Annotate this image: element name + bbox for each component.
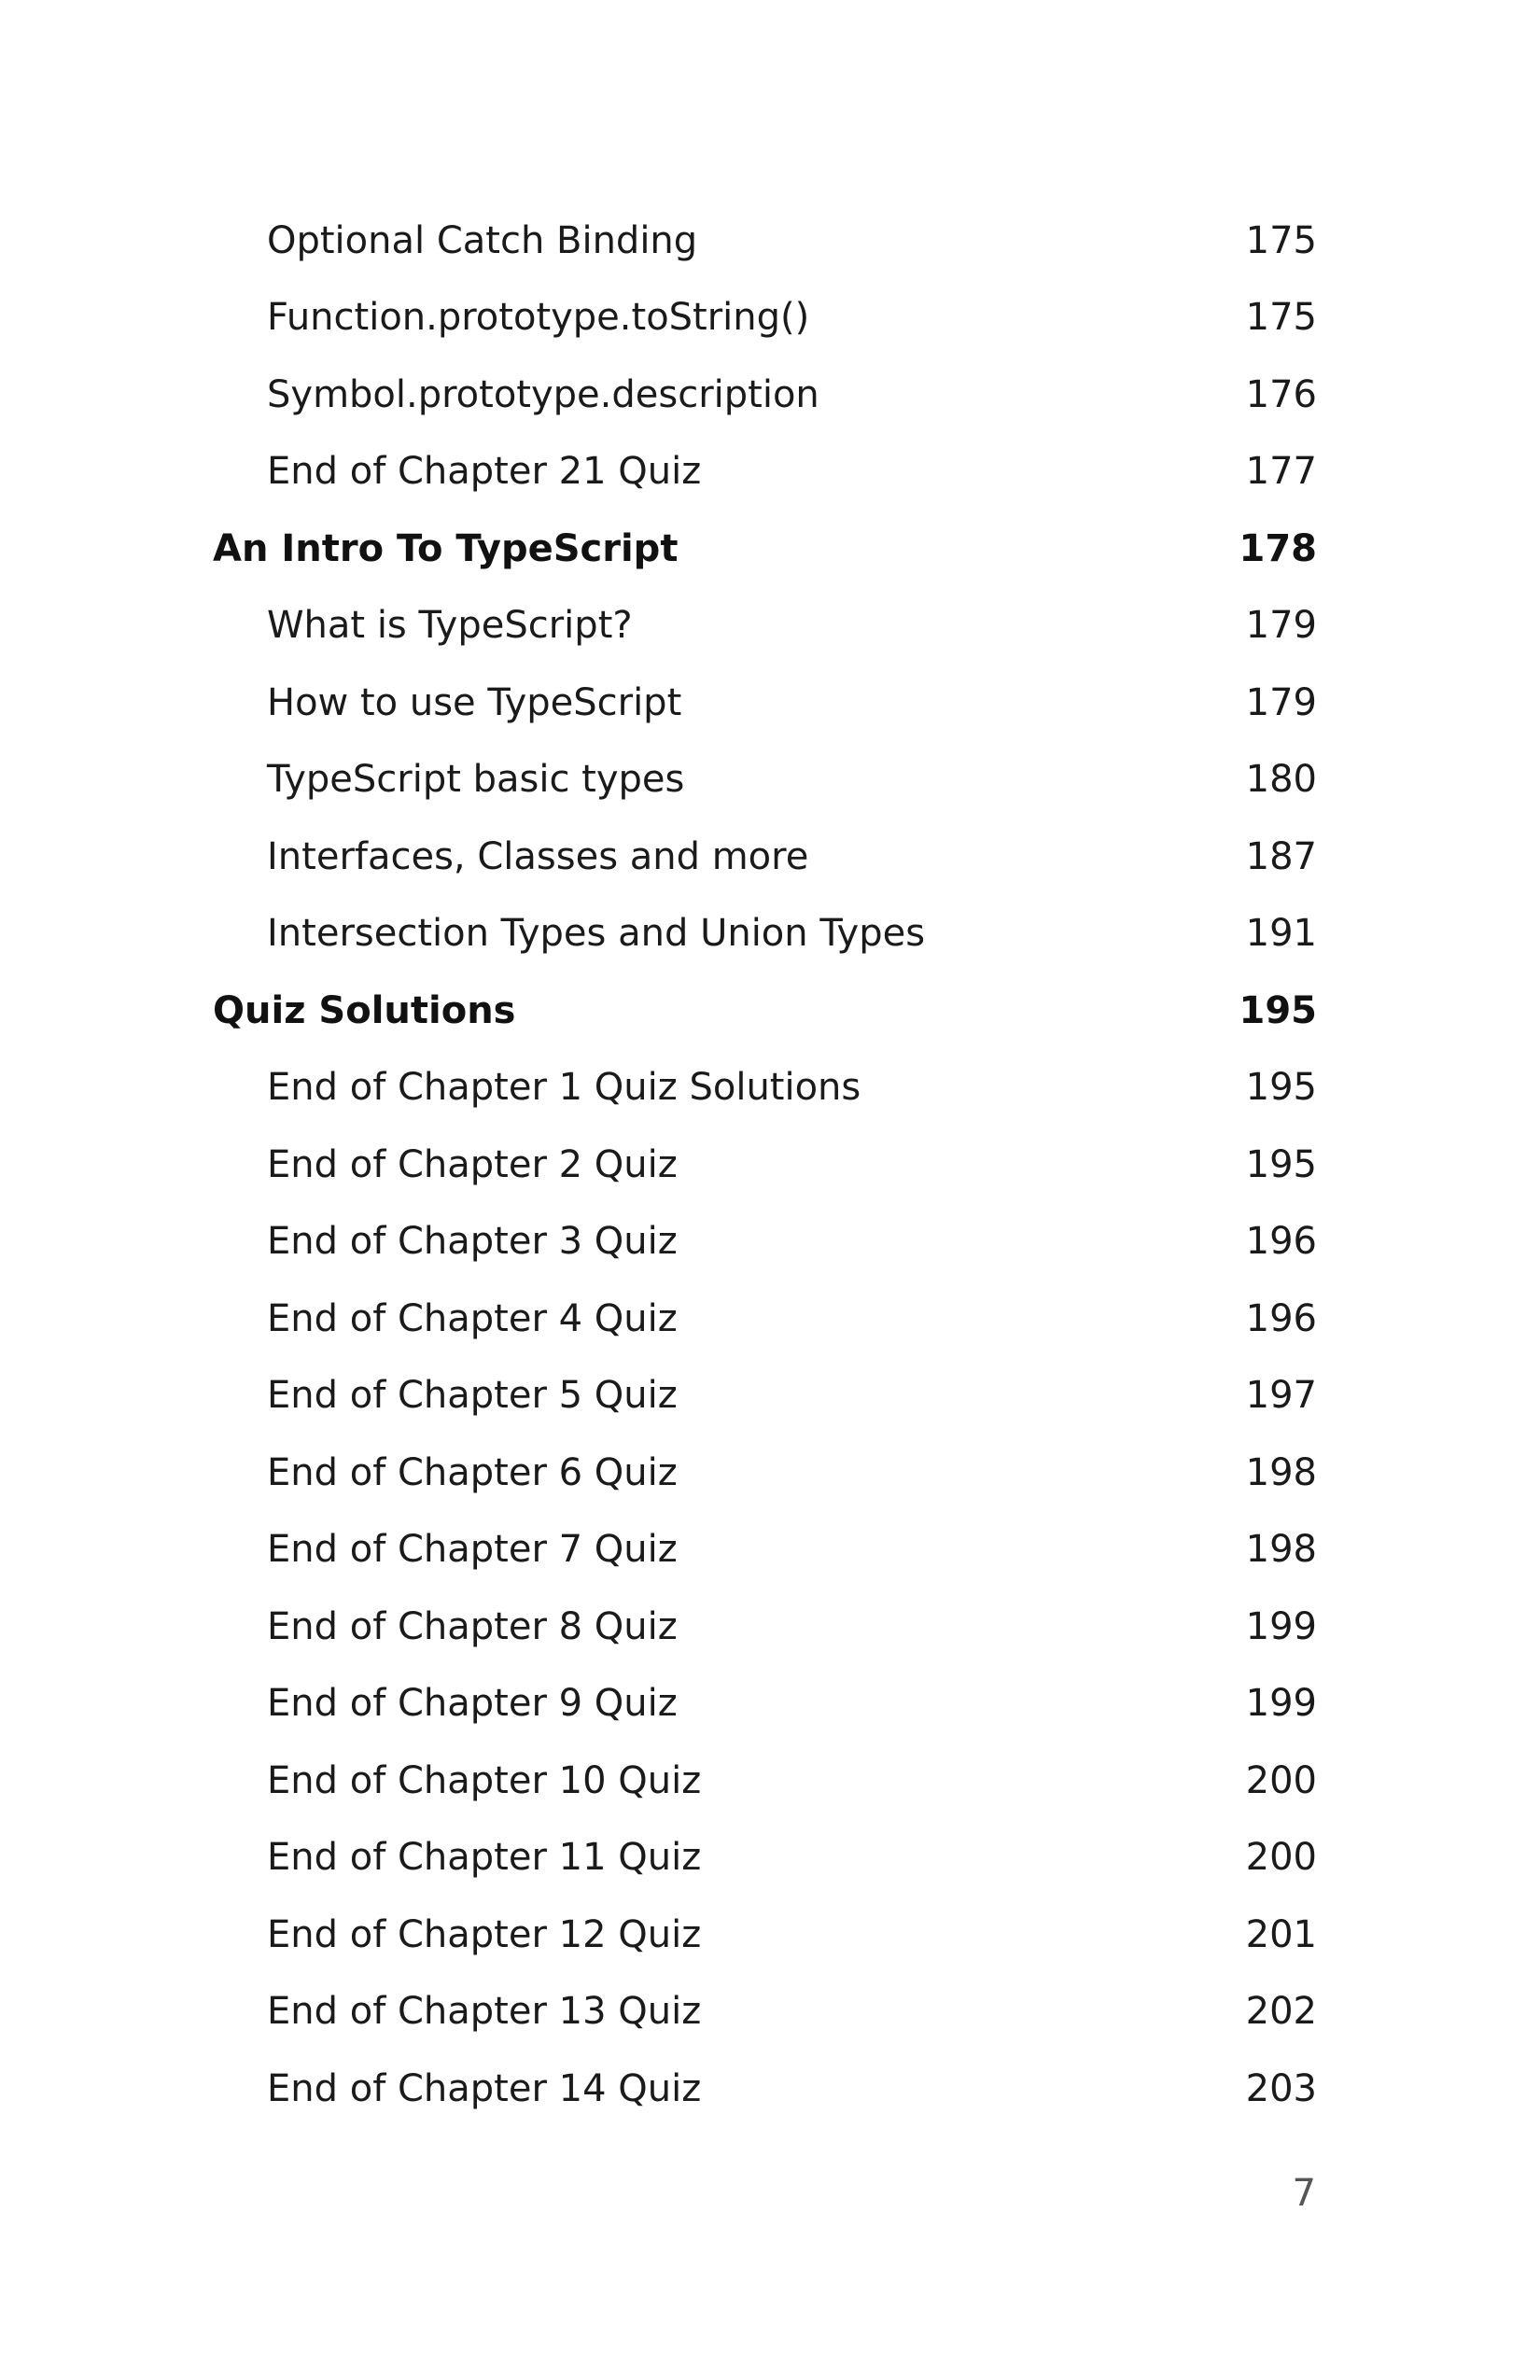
toc-entry-title: End of Chapter 10 Quiz [267, 1759, 702, 1802]
toc-entry-title: End of Chapter 5 Quiz [267, 1374, 678, 1417]
toc-entry-page: 175 [1245, 296, 1317, 339]
toc-entry[interactable] [213, 670, 1317, 735]
toc-entry-page: 187 [1245, 835, 1317, 878]
toc-entry-page: 202 [1245, 1990, 1317, 2033]
toc-entry-title: End of Chapter 21 Quiz [267, 450, 702, 493]
toc-entry-page: 179 [1245, 681, 1317, 724]
toc-entry-page: 180 [1245, 758, 1317, 801]
toc-entry-page: 176 [1245, 373, 1317, 416]
toc-entry-title: End of Chapter 1 Quiz Solutions [267, 1066, 861, 1109]
toc-entry-page: 175 [1245, 219, 1317, 262]
toc-entry[interactable] [213, 1363, 1317, 1428]
toc-entry-title: Interfaces, Classes and more [267, 835, 809, 878]
toc-entry-page: 191 [1245, 912, 1317, 955]
toc-entry-title: Symbol.prototype.description [267, 373, 819, 416]
page-number: 7 [1292, 2172, 1316, 2215]
toc-entry-title: How to use TypeScript [267, 681, 682, 724]
toc-entry-page: 177 [1245, 450, 1317, 493]
toc-entry-title: End of Chapter 14 Quiz [267, 2067, 702, 2110]
toc-entry[interactable] [213, 362, 1317, 427]
toc-chapter-title: An Intro To TypeScript [213, 527, 679, 570]
toc-entry-page: 200 [1245, 1836, 1317, 1879]
toc-entry-title: End of Chapter 4 Quiz [267, 1297, 678, 1340]
toc-chapter-page: 178 [1239, 527, 1317, 570]
toc-entry[interactable] [213, 1055, 1317, 1120]
toc-entry[interactable] [213, 824, 1317, 889]
toc-entry-page: 179 [1245, 604, 1317, 647]
toc-entry-page: 203 [1245, 2067, 1317, 2110]
toc-entry[interactable] [213, 1209, 1317, 1274]
toc-entry-page: 197 [1245, 1374, 1317, 1417]
toc-entry[interactable] [213, 208, 1317, 273]
toc-entry[interactable] [213, 1748, 1317, 1813]
toc-entry-page: 200 [1245, 1759, 1317, 1802]
toc-entry-title: End of Chapter 2 Quiz [267, 1143, 678, 1186]
toc-entry-title: End of Chapter 7 Quiz [267, 1528, 678, 1571]
toc-entry-title: TypeScript basic types [267, 758, 685, 801]
toc-entry[interactable] [213, 901, 1317, 966]
toc-entry-title: End of Chapter 13 Quiz [267, 1990, 702, 2033]
toc-chapter-page: 195 [1239, 989, 1317, 1032]
toc-entry-page: 198 [1245, 1451, 1317, 1494]
toc-entry-title: End of Chapter 12 Quiz [267, 1913, 702, 1956]
toc-entry[interactable] [213, 1440, 1317, 1505]
toc-chapter-entry[interactable] [213, 516, 1317, 581]
toc-entry[interactable] [213, 1132, 1317, 1197]
toc-entry[interactable] [213, 1517, 1317, 1582]
toc-entry[interactable] [213, 1286, 1317, 1351]
toc-entry-page: 199 [1245, 1605, 1317, 1648]
toc-entry-title: Function.prototype.toString() [267, 296, 810, 339]
toc-entry-title: End of Chapter 11 Quiz [267, 1836, 702, 1879]
toc-entry[interactable] [213, 439, 1317, 504]
toc-entry[interactable] [213, 747, 1317, 812]
toc-entry-title: End of Chapter 3 Quiz [267, 1220, 678, 1263]
toc-entry[interactable] [213, 1825, 1317, 1890]
toc-entry[interactable] [213, 1902, 1317, 1967]
toc-entry-title: What is TypeScript? [267, 604, 633, 647]
toc-entry-page: 195 [1245, 1143, 1317, 1186]
toc-entry[interactable] [213, 2056, 1317, 2121]
toc-entry[interactable] [213, 1671, 1317, 1736]
toc-entry-title: End of Chapter 8 Quiz [267, 1605, 678, 1648]
toc-entry[interactable] [213, 593, 1317, 658]
toc-entry-title: Intersection Types and Union Types [267, 912, 926, 955]
toc-chapter-title: Quiz Solutions [213, 989, 516, 1032]
toc-chapter-entry[interactable] [213, 978, 1317, 1043]
toc-entry[interactable] [213, 285, 1317, 350]
toc-entry-title: Optional Catch Binding [267, 219, 698, 262]
toc-entry-page: 196 [1245, 1220, 1317, 1263]
toc-entry[interactable] [213, 1979, 1317, 2044]
toc-entry-title: End of Chapter 6 Quiz [267, 1451, 678, 1494]
toc-entry[interactable] [213, 1594, 1317, 1659]
toc-entry-title: End of Chapter 9 Quiz [267, 1682, 678, 1725]
toc-entry-page: 201 [1245, 1913, 1317, 1956]
toc-entry-page: 199 [1245, 1682, 1317, 1725]
toc-entry-page: 195 [1245, 1066, 1317, 1109]
toc-entry-page: 198 [1245, 1528, 1317, 1571]
toc-entry-page: 196 [1245, 1297, 1317, 1340]
